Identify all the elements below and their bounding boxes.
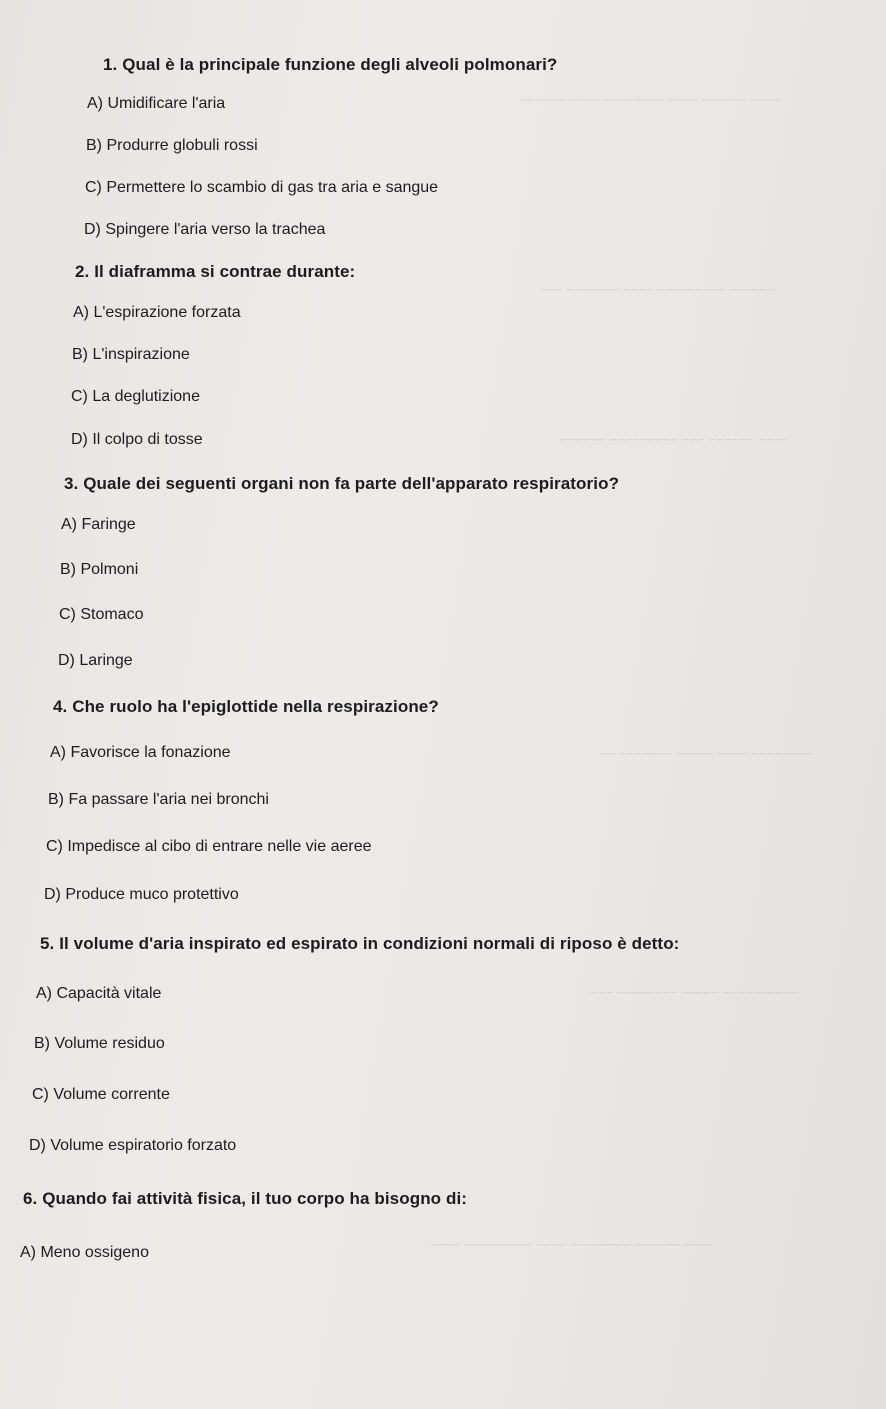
question-1-option-c: C) Permettere lo scambio di gas tra aria e sangue [85, 179, 439, 196]
question-1-option-d: D) Spingere l'aria verso la trachea [84, 221, 326, 238]
question-4-option-b: B) Fa passare l'aria nei bronchi [48, 791, 269, 808]
question-4-option-d: D) Produce muco protettivo [44, 886, 239, 903]
question-4-option-a: A) Favorisce la fonazione [50, 744, 231, 761]
question-3-option-d: D) Laringe [58, 652, 133, 669]
question-2-option-d: D) Il colpo di tosse [71, 431, 203, 448]
question-3-option-c: C) Stomaco [59, 606, 144, 623]
bleed-through-texture: ~~~~ ~~~~~~ ~~~ ~~~~~~~~~ ~~~~~~ [560, 432, 788, 447]
question-5-title: 5. Il volume d'aria inspirato ed espirato in condizioni normali di riposo è detto: [40, 934, 680, 953]
question-5-option-d: D) Volume espiratorio forzato [29, 1137, 237, 1154]
question-5-option-b: B) Volume residuo [34, 1035, 165, 1052]
question-5-option-a: A) Capacità vitale [36, 985, 162, 1002]
question-6-option-a: A) Meno ossigeno [20, 1244, 149, 1261]
bleed-through-texture: ~~~~~~ ~~~~~~~~~ ~~~~ ~~~~~~~ ~~~ [540, 282, 775, 297]
bleed-through-texture: ~~~~ ~~~~~~ ~~~~ ~~~~~~~~ ~~~~ ~~~~~~ [520, 92, 781, 107]
question-2-option-c: C) La deglutizione [71, 388, 200, 405]
question-3-option-a: A) Faringe [61, 516, 136, 533]
bleed-through-texture: ~~~~ ~~~~~~ ~~~~~~~~ ~~~~ ~~~~~~~~~ ~~~~ [430, 1237, 714, 1252]
question-1-title: 1. Qual è la principale funzione degli alveoli polmonari? [103, 55, 558, 74]
question-3-title: 3. Quale dei seguenti organi non fa parte dell'apparato respiratorio? [64, 474, 620, 493]
question-1-option-a: A) Umidificare l'aria [87, 95, 226, 112]
bleed-through-texture: ~~~~~~~~~~ ~~~~~ ~~~~~~~~ ~~~ [590, 985, 799, 1000]
question-4-title: 4. Che ruolo ha l'epiglottide nella respirazione? [53, 697, 439, 716]
question-2-title: 2. Il diaframma si contrae durante: [75, 262, 356, 281]
question-2-option-b: B) L'inspirazione [72, 346, 190, 363]
question-3-option-b: B) Polmoni [60, 561, 139, 578]
question-2-option-a: A) L'espirazione forzata [73, 304, 241, 321]
bleed-through-texture: ~~~~~~~~ ~~~~ ~~~~~ ~~~~~~~ ~~ [600, 746, 812, 761]
question-1-option-b: B) Produrre globuli rossi [86, 137, 258, 154]
question-4-option-c: C) Impedisce al cibo di entrare nelle vie aeree [46, 838, 372, 855]
question-6-title: 6. Quando fai attività fisica, il tuo corpo ha bisogno di: [23, 1189, 468, 1208]
question-5-option-c: C) Volume corrente [32, 1086, 170, 1103]
